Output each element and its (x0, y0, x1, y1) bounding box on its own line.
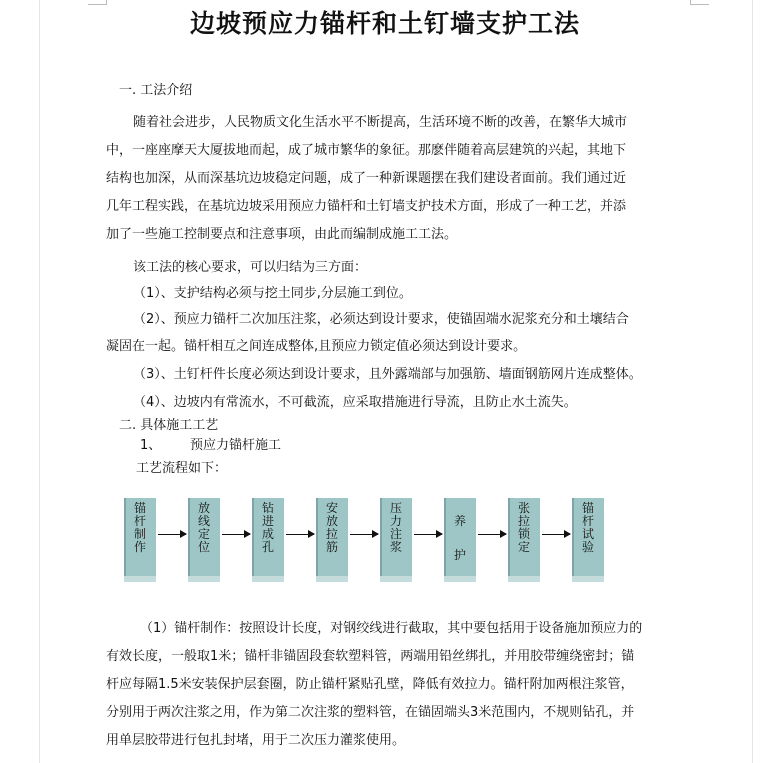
process-flow-chart (124, 498, 614, 584)
detail-line-1: （1）锚杆制作：按照设计长度，对钢绞线进行截取，其中要包括用于设备施加预应力的 (140, 621, 643, 636)
flow-step-1 (124, 498, 156, 576)
flow-step-3 (252, 498, 284, 576)
intro-line-1: 随着社会进步，人民物质文化生活水平不断提高，生活环境不断的改善，在繁华大城市 (133, 115, 628, 130)
intro-line-4: 几年工程实践，在基坑边坡采用预应力锚杆和土钉墙支护技术方面，形成了一种工艺，并添 (106, 199, 627, 214)
core-requirements-intro: 该工法的核心要求，可以归结为三方面： (133, 260, 368, 275)
flow-arrow-5 (414, 534, 442, 535)
requirement-4: （4）、边坡内有常流水，不可截流，应采取措施进行导流，且防止水土流失。 (133, 395, 577, 410)
flow-step-4-label: 安放拉筋 (325, 501, 338, 554)
flow-arrow-3 (286, 534, 314, 535)
section2-heading: 二. 具体施工工艺 (119, 418, 219, 433)
flow-arrow-1 (158, 534, 186, 535)
flow-step-4 (316, 498, 348, 576)
requirement-2-line-2: 凝固在一起。锚杆相互之间连成整体,且预应力锁定值必须达到设计要求。 (106, 339, 527, 354)
flow-arrow-2 (222, 534, 250, 535)
section1-heading: 一. 工法介绍 (119, 83, 193, 98)
detail-line-5: 用单层胶带进行包扎封堵，用于二次压力灌浆使用。 (106, 733, 406, 748)
document-title: 边坡预应力锚杆和土钉墙支护工法 (189, 9, 580, 38)
flow-step-5-label: 压力注浆 (389, 501, 402, 554)
flow-arrow-6 (478, 534, 506, 535)
flow-step-3-label: 钻进成孔 (261, 501, 274, 554)
flow-arrow-7 (542, 534, 570, 535)
flow-step-8 (572, 498, 604, 576)
detail-line-3: 杆应每隔1.5米安装保护层套圈，防止锚杆紧贴孔壁，降低有效拉力。锚杆附加两根注浆管， (106, 677, 634, 692)
flow-step-1-label: 锚杆制作 (133, 501, 146, 554)
intro-line-5: 加了一些施工控制要点和注意事项，由此而编制成施工工法。 (106, 227, 458, 242)
subsection-1-number: 1、 (140, 438, 162, 453)
requirement-3: （3）、土钉杆件长度必须达到设计要求，且外露端部与加强筋、墙面钢筋网片连成整体。 (133, 367, 642, 382)
flow-step-6 (444, 498, 476, 576)
flow-step-2-label: 放线定位 (197, 501, 210, 554)
flow-step-7-label: 张拉锁定 (517, 501, 530, 554)
flow-step-5 (380, 498, 412, 576)
flow-step-7 (508, 498, 540, 576)
detail-line-4: 分别用于两次注浆之用，作为第二次注浆的塑料管，在锚固端头3米范围内，不规则钻孔，并 (106, 705, 635, 720)
requirement-2-line-1: （2）、预应力锚杆二次加压注浆，必须达到设计要求，使锚固端水泥浆充分和土壤结合 (133, 312, 629, 327)
subsection-1-title: 预应力锚杆施工 (190, 438, 282, 453)
detail-line-2: 有效长度，一般取1米；锚杆非锚固段套软塑料管，两端用铅丝绑扎，并用胶带缠绕密封；锚 (106, 649, 635, 664)
flow-intro: 工艺流程如下： (136, 461, 228, 476)
flow-step-2 (188, 498, 220, 576)
intro-line-2: 中，一座座摩天大厦拔地而起，成了城市繁华的象征。那麽伴随着高层建筑的兴起，其地下 (106, 143, 627, 158)
intro-line-3: 结构也加深，从而深基坑边坡稳定问题，成了一种新课题摆在我们建设者面前。我们通过近 (106, 171, 627, 186)
requirement-1: （1）、支护结构必须与挖土同步,分层施工到位。 (133, 286, 412, 301)
flow-step-6-label: 养护 (453, 514, 466, 562)
flow-step-8-label: 锚杆试验 (581, 501, 594, 554)
flow-arrow-4 (350, 534, 378, 535)
